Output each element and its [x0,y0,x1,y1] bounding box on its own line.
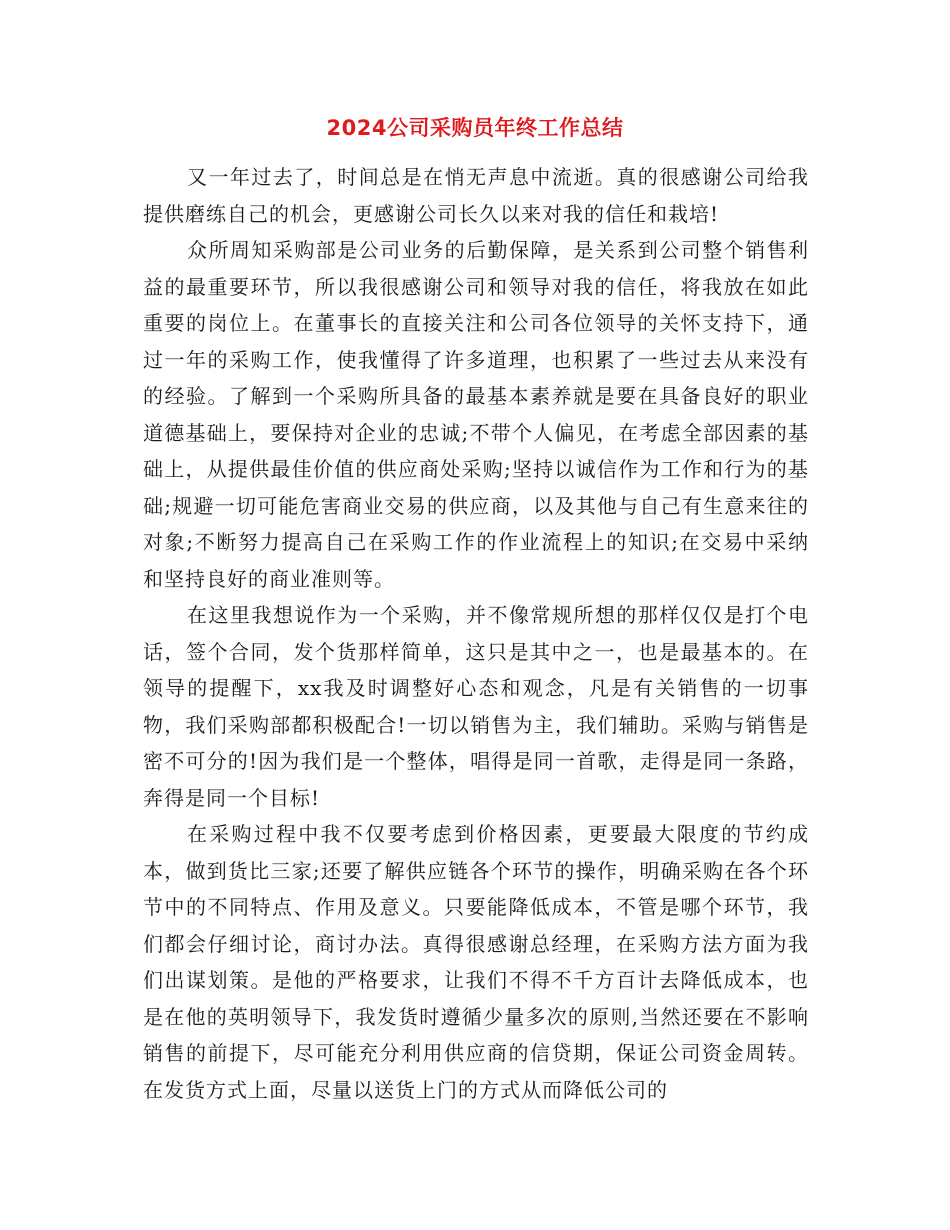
document-title: 2024公司采购员年终工作总结 [326,116,624,140]
paragraph-3: 在这里我想说作为一个采购，并不像常规所想的那样仅仅是打个电话，签个合同，发个货那样简单，这只是其中之一，也是最基本的。在领导的提醒下，xx我及时调整好心态和观念，凡是有关销售的一切事物，我们采购部都积极配合!一切以销售为主，我们辅助。采购与销售是密不可分的!因为我们是一个整体，唱得是同一首歌，走得是同一条路，奔得是同一个目标! [143,603,809,810]
paragraph-4: 在采购过程中我不仅要考虑到价格因素，更要最大限度的节约成本，做到货比三家;还要了解供应链各个环节的操作，明确采购在各个环节中的不同特点、作用及意义。只要能降低成本，不管是哪个环节，我们都会仔细讨论，商讨办法。真得很感谢总经理，在采购方法方面为我们出谋划策。是他的严格要求，让我们不得不千方百计去降低成本，也是在他的英明领导下，我发货时遵循少量多次的原则,当然还要在不影响销售的前提下，尽可能充分利用供应商的信贷期，保证公司资金周转。在发货方式上面，尽量以送货上门的方式从而降低公司的 [143,822,809,1102]
paragraph-2: 众所周知采购部是公司业务的后勤保障，是关系到公司整个销售利益的最重要环节，所以我很感谢公司和领导对我的信任，将我放在如此重要的岗位上。在董事长的直接关注和公司各位领导的关怀支持下，通过一年的采购工作，使我懂得了许多道理，也积累了一些过去从来没有的经验。了解到一个采购所具备的最基本素养就是要在具备良好的职业道德基础上，要保持对企业的忠诚;不带个人偏见，在考虑全部因素的基础上，从提供最佳价值的供应商处采购;坚持以诚信作为工作和行为的基础;规避一切可能危害商业交易的供应商，以及其他与自己有生意来往的对象;不断努力提高自己在采购工作的作业流程上的知识;在交易中采纳和坚持良好的商业准则等。 [143,238,809,591]
paragraph-1: 又一年过去了，时间总是在悄无声息中流逝。真的很感谢公司给我提供磨练自己的机会，更感谢公司长久以来对我的信任和栽培! [143,165,809,226]
document-body [143,159,809,1108]
